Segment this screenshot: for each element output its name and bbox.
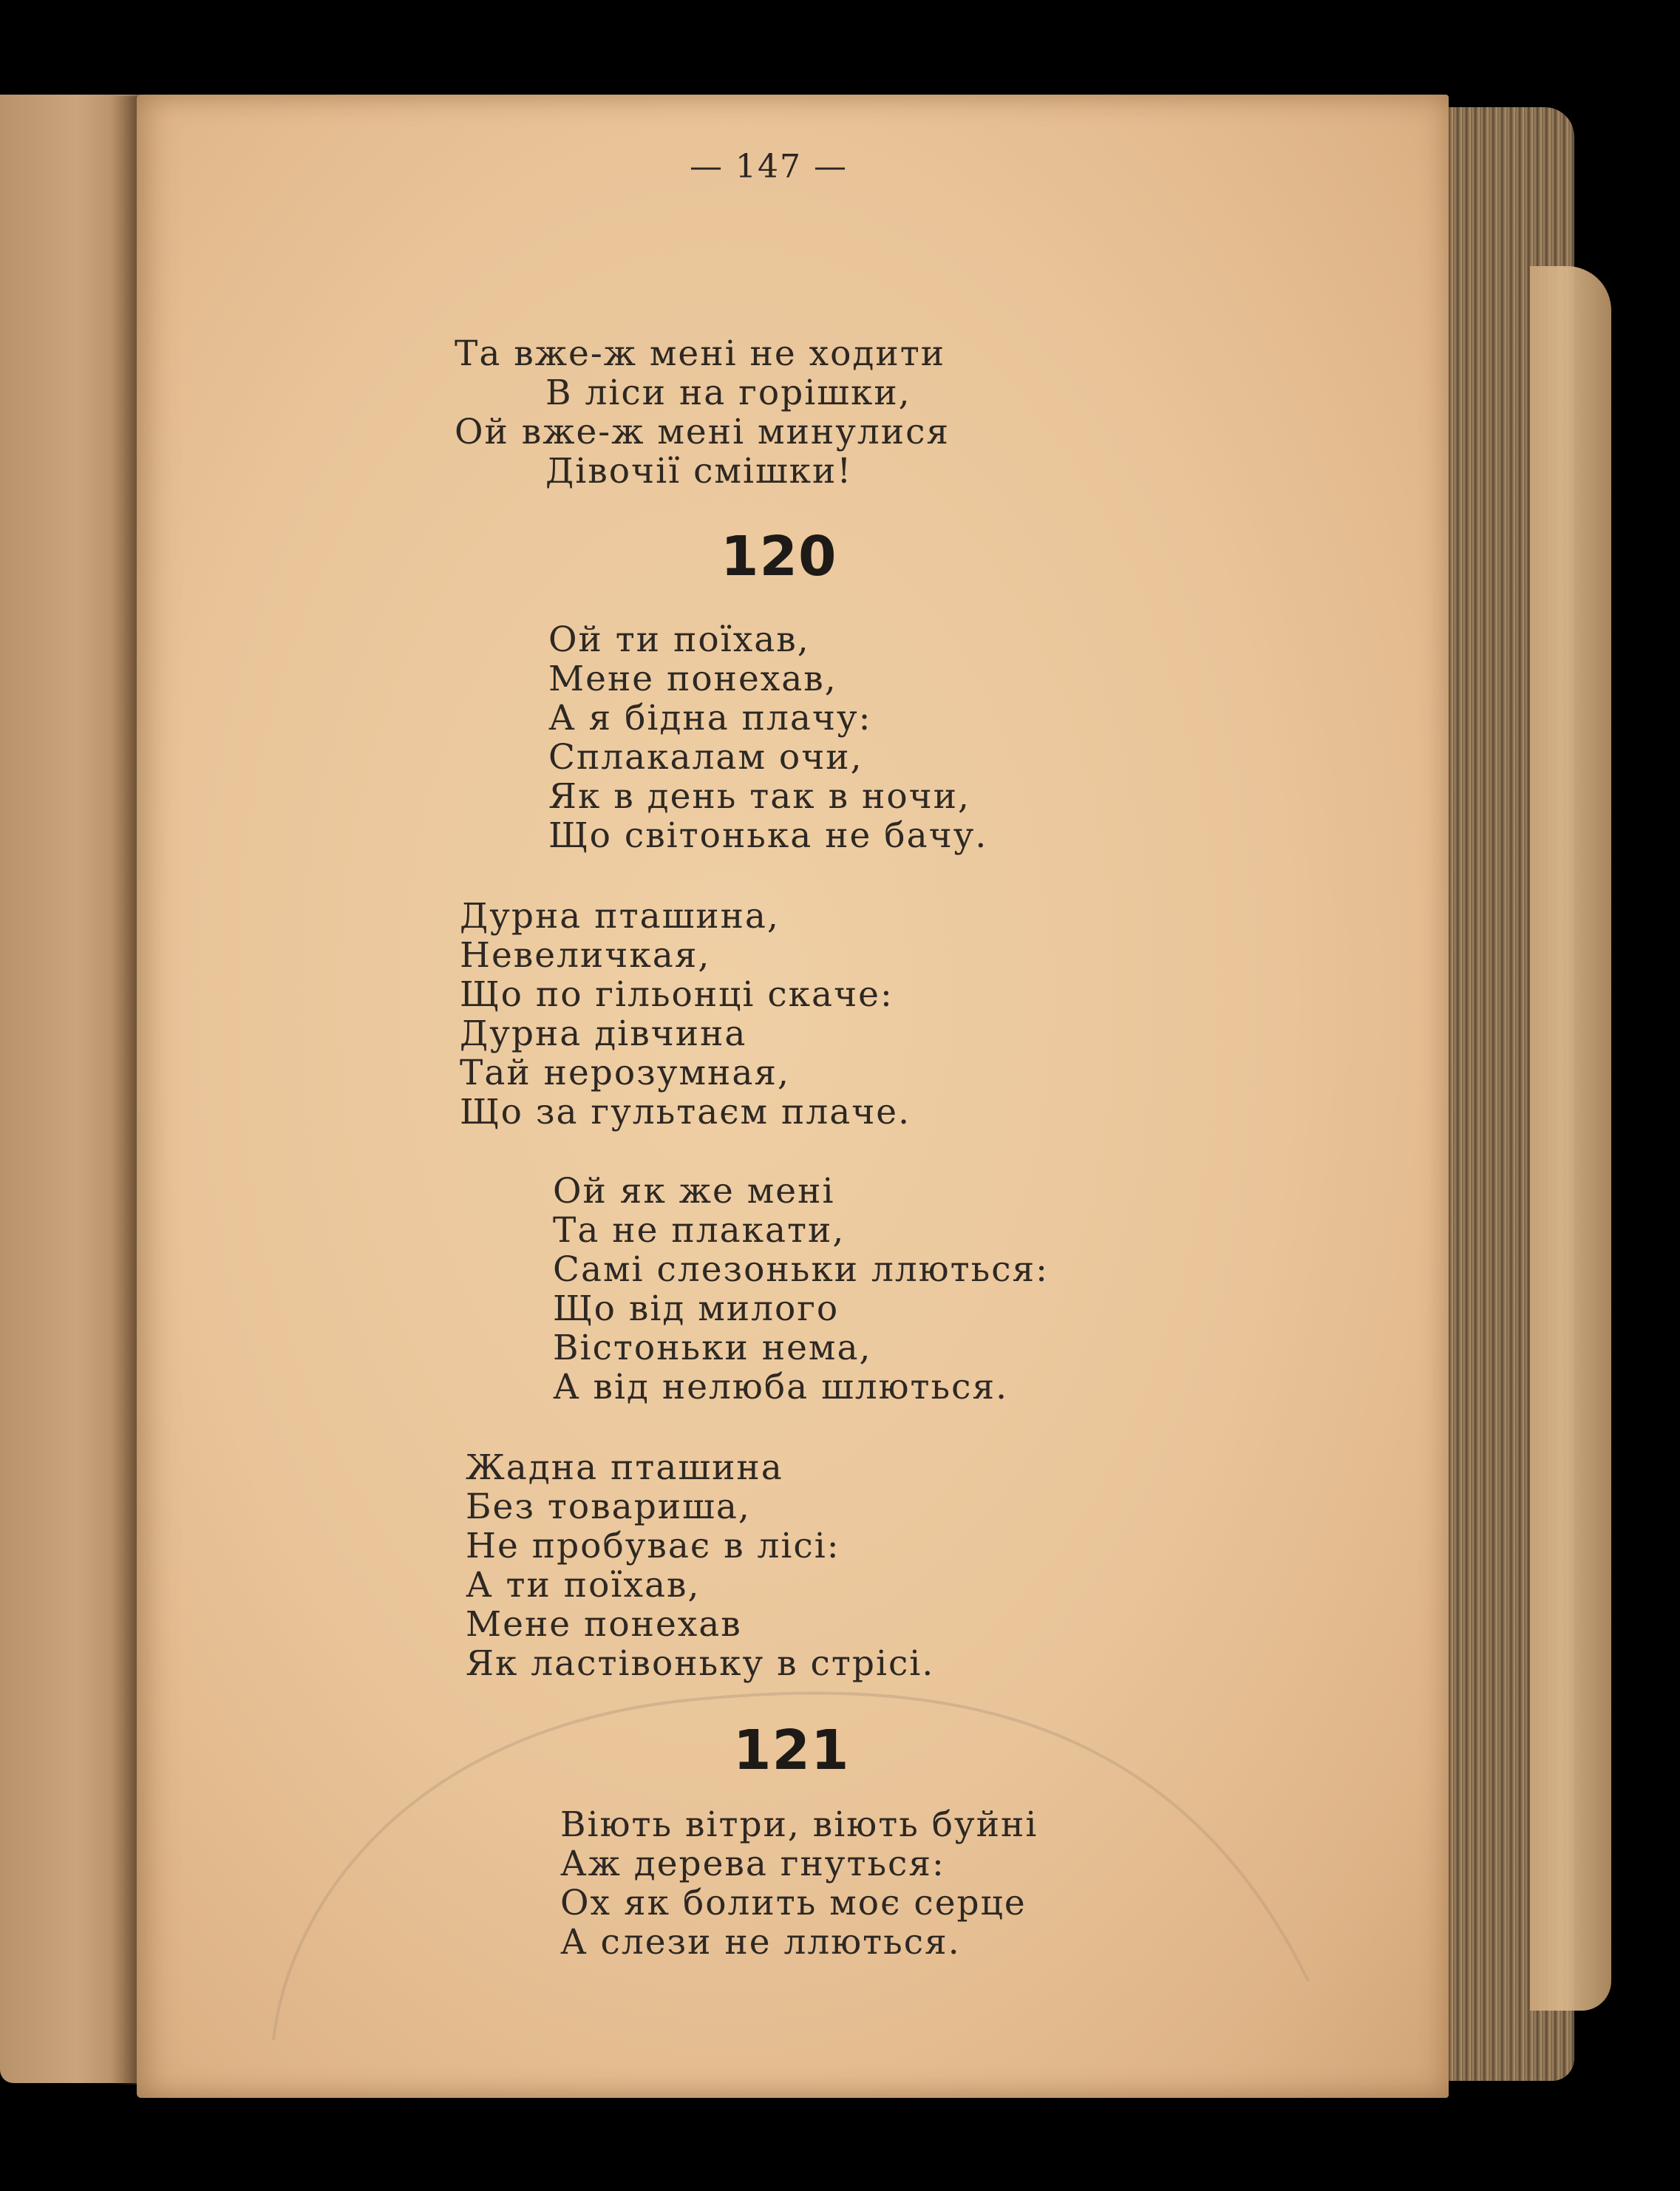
verse-line: Віють вітри, віють буйні bbox=[560, 1804, 1038, 1845]
verse-line: Не пробуває в лісі: bbox=[466, 1526, 840, 1566]
verse-line: Вістоньки нема, bbox=[553, 1328, 872, 1368]
verse-line: Та не плакати, bbox=[553, 1210, 846, 1251]
verse-line: Що від милого bbox=[553, 1288, 840, 1329]
verse-line: Що світонька не бачу. bbox=[548, 815, 988, 856]
verse-line: А від нелюба шлються. bbox=[553, 1367, 1009, 1407]
song-number-120: 120 bbox=[721, 525, 837, 588]
verse-line: Мене понехав bbox=[466, 1604, 742, 1645]
verse-line: Що за гультаєм плаче. bbox=[460, 1092, 911, 1132]
verse-line: В ліси на горішки, bbox=[545, 373, 911, 413]
verse-line: Ох як болить моє серце bbox=[560, 1883, 1027, 1923]
verse-line: Що по гільонці скаче: bbox=[460, 974, 894, 1015]
verse-line: Ой вже-ж мені минулися bbox=[455, 412, 950, 452]
loose-page-edge bbox=[1530, 266, 1611, 2011]
verse-line: Ой як же мені bbox=[553, 1171, 835, 1212]
song-number-121: 121 bbox=[733, 1719, 850, 1782]
verse-line: Дурна пташина, bbox=[460, 896, 780, 937]
page-number: — 147 — bbox=[690, 148, 848, 186]
verse-line: Ой ти поїхав, bbox=[548, 619, 810, 660]
verse-line: Дівочії смішки! bbox=[545, 451, 853, 492]
verse-line: Без товариша, bbox=[466, 1487, 751, 1527]
verse-line: Та вже-ж мені не ходити bbox=[455, 333, 946, 374]
verse-line: Як ластівоньку в стрісі. bbox=[466, 1643, 935, 1684]
verse-line: Мене понехав, bbox=[548, 659, 837, 699]
verse-line: Самі слезоньки ллються: bbox=[553, 1249, 1050, 1290]
verse-line: Аж дерева гнуться: bbox=[560, 1844, 945, 1884]
verse-line: Жадна пташина bbox=[466, 1447, 783, 1488]
verse-line: Дурна дівчина bbox=[460, 1013, 747, 1054]
verse-line: А ти поїхав, bbox=[466, 1565, 701, 1606]
verse-line: Тай нерозумная, bbox=[460, 1053, 790, 1093]
verse-line: Сплакалам очи, bbox=[548, 737, 863, 778]
verse-line: Як в день так в ночи, bbox=[548, 776, 970, 817]
verse-line: Невеличкая, bbox=[460, 935, 711, 976]
verse-line: А я бідна плачу: bbox=[548, 698, 872, 738]
verse-line: А слези не ллються. bbox=[560, 1922, 961, 1963]
